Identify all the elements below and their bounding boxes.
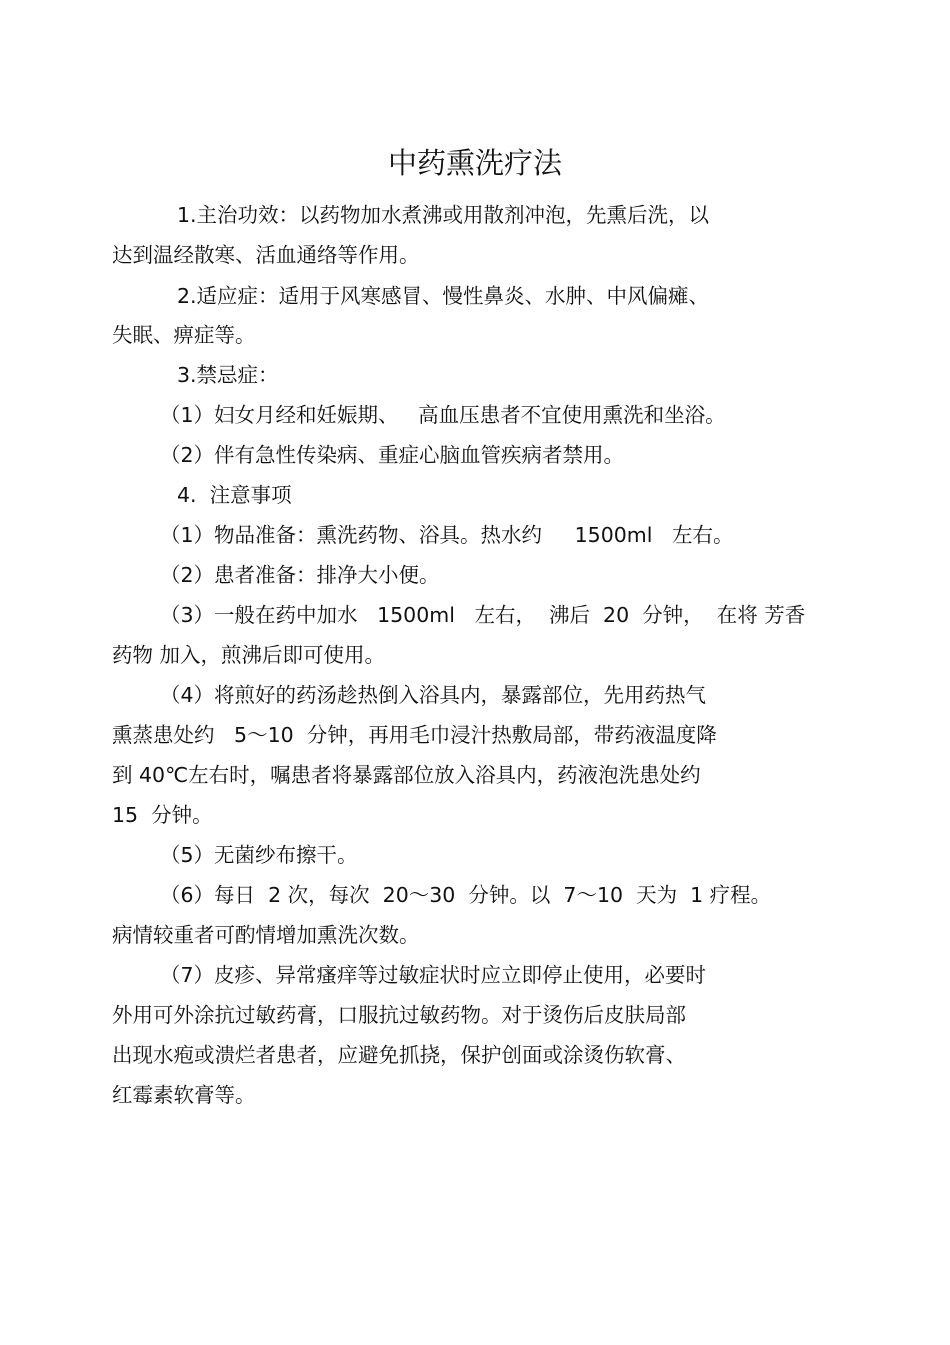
paragraph-line-23: 红霉素软膏等。: [112, 1083, 256, 1107]
paragraph-line-18: （6）每日 2 次，每次 20～30 分钟。以 7～10 天为 1 疗程。: [160, 883, 772, 907]
paragraph-line-13: （4）将煎好的药汤趁热倒入浴具内，暴露部位，先用药热气: [160, 683, 707, 707]
paragraph-line-2: 达到温经散寒、活血通络等作用。: [112, 243, 420, 267]
paragraph-line-3: 2.适应症：适用于风寒感冒、慢性鼻炎、水肿、中风偏瘫、: [177, 284, 710, 308]
paragraph-line-1: 1.主治功效：以药物加水煮沸或用散剂冲泡，先熏后洗，以: [177, 203, 710, 227]
paragraph-line-16: 15 分钟。: [112, 803, 213, 827]
paragraph-line-17: （5）无菌纱布擦干。: [160, 843, 358, 867]
paragraph-line-21: 外用可外涂抗过敏药膏，口服抗过敏药物。对于烫伤后皮肤局部: [112, 1003, 686, 1027]
paragraph-line-12: 药物 加入，煎沸后即可使用。: [112, 643, 386, 667]
paragraph-line-5: 3.禁忌症：: [177, 363, 279, 387]
paragraph-line-10: （2）患者准备：排净大小便。: [160, 563, 440, 587]
paragraph-line-14: 熏蒸患处约 5～10 分钟，再用毛巾浸汁热敷局部，带药液温度降: [112, 723, 717, 747]
paragraph-line-9: （1）物品准备：熏洗药物、浴具。热水约 1500ml 左右。: [160, 523, 734, 547]
paragraph-line-4: 失眠、痹症等。: [112, 323, 256, 347]
paragraph-line-15: 到 40℃左右时，嘱患者将暴露部位放入浴具内，药液泡洗患处约: [112, 763, 701, 787]
paragraph-line-11: （3）一般在药中加水 1500ml 左右， 沸后 20 分钟， 在将 芳香: [160, 603, 806, 627]
paragraph-line-8: 4. 注意事项: [177, 483, 292, 507]
paragraph-line-6: （1）妇女月经和妊娠期、 高血压患者不宜使用熏洗和坐浴。: [160, 403, 726, 427]
paragraph-line-20: （7）皮疹、异常瘙痒等过敏症状时应立即停止使用，必要时: [160, 963, 707, 987]
document-title: 中药熏洗疗法: [387, 146, 562, 180]
paragraph-line-7: （2）伴有急性传染病、重症心脑血管疾病者禁用。: [160, 443, 625, 467]
paragraph-line-22: 出现水疱或溃烂者患者，应避免抓挠，保护创面或涂烫伤软膏、: [112, 1043, 686, 1067]
paragraph-line-19: 病情较重者可酌情增加熏洗次数。: [112, 923, 420, 947]
